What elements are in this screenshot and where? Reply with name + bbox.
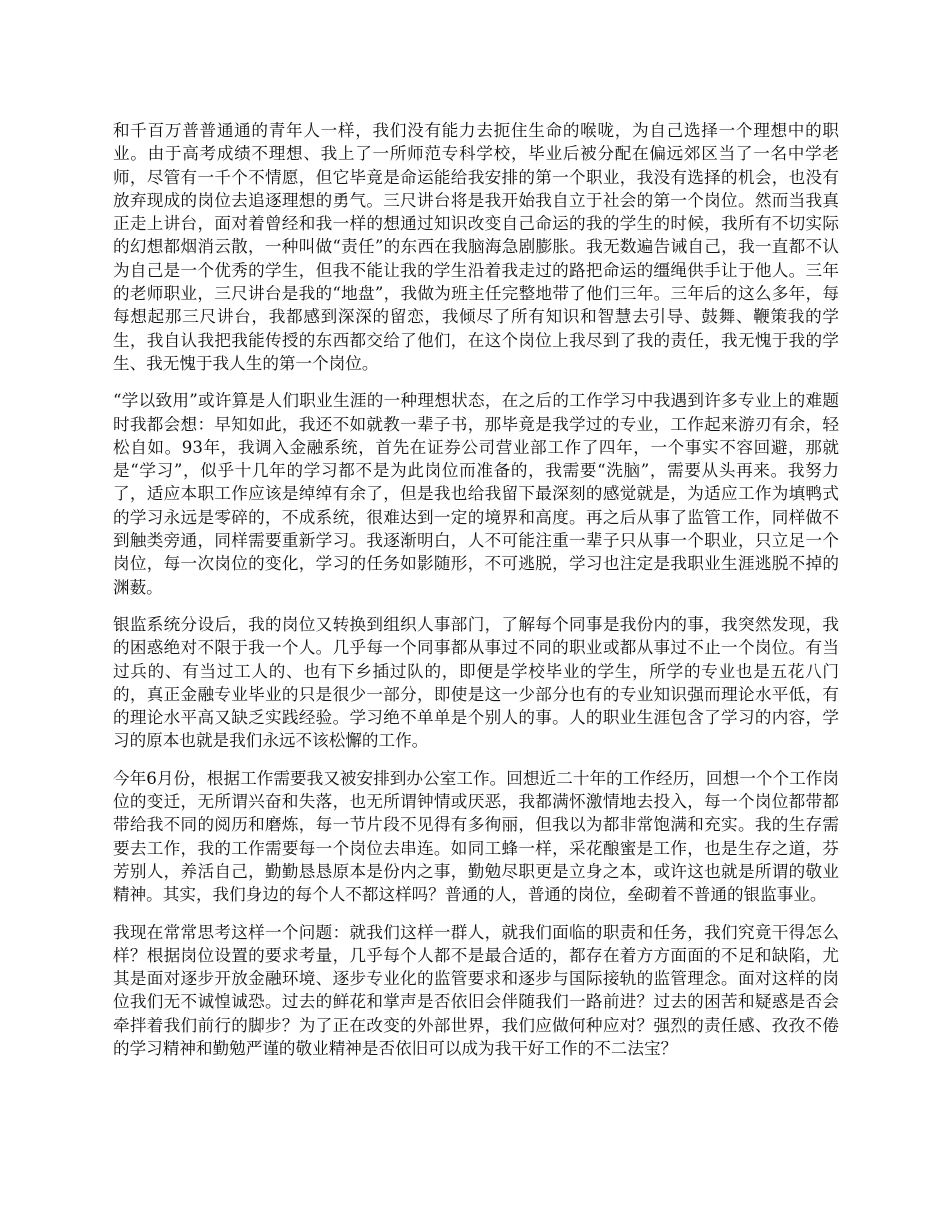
paragraph-4: 今年6月份，根据工作需要我又被安排到办公室工作。回想近二十年的工作经历，回想一个个工作岗位的变迁，无所谓兴奋和失落，也无所谓钟情或厌恶，我都满怀激情地去投入，每一个岗位都带都带给我不同的阅历和磨炼，每一节片段不见得有多徇丽，但我以为都非常饱满和充实。我的生存需要去工作，我的工作需要每一个岗位去串连。如同工蜂一样，采花酿蜜是工作，也是生存之道，芬芳别人，养活自己，勤勤恳恳原本是份内之事，勤勉尽职更是立身之本，或许这也就是所谓的敬业精神。其实，我们身边的每个人不都这样吗？普通的人，普通的岗位，垒砌着不普通的银监事业。 — [113, 768, 839, 905]
paragraph-2: “学以致用”或许算是人们职业生涯的一种理想状态，在之后的工作学习中我遇到许多专业上的难题时我都会想：早知如此，我还不如就教一辈子书，那毕竟是我学过的专业，工作起来游刃有余，轻松自如。93年，我调入金融系统，首先在证券公司营业部工作了四年，一个事实不容回避，那就是“学习”，似乎十几年的学习都不是为此岗位而准备的，我需要“洗脑”，需要从头再来。我努力了，适应本职工作应该是绰绰有余了，但是我也给我留下最深刻的感觉就是，为适应工作为填鸭式的学习永远是零碎的，不成系统，很难达到一定的境界和高度。再之后从事了监管工作，同样做不到触类旁通，同样需要重新学习。我逐渐明白，人不可能注重一辈子只从事一个职业，只立足一个岗位，每一次岗位的变化，学习的任务如影随形，不可逃脱，学习也注定是我职业生涯逃脱不掉的渊薮。 — [113, 391, 839, 597]
paragraph-3: 银监系统分设后，我的岗位又转换到组织人事部门，了解每个同事是我份内的事，我突然发现，我的困惑绝对不限于我一个人。几乎每一个同事都从事过不同的职业或都从事过不止一个岗位。有当过兵的、有当过工人的、也有下乡插过队的，即便是学校毕业的学生，所学的专业也是五花八门的，真正金融专业毕业的只是很少一部分，即使是这一少部分也有的专业知识强而理论水平低，有的理论水平高又缺乏实践经验。学习绝不单单是个别人的事。人的职业生涯包含了学习的内容，学习的原本也就是我们永远不该松懈的工作。 — [113, 614, 839, 751]
paragraph-1: 和千百万普普通通的青年人一样，我们没有能力去扼住生命的喉咙，为自己选择一个理想中的职业。由于高考成绩不理想、我上了一所师范专科学校，毕业后被分配在偏远郊区当了一名中学老师，尽管有一千个不情愿，但它毕竟是命运能给我安排的第一个职业，我没有选择的机会，也没有放弃现成的岗位去追逐理想的勇气。三尺讲台将是我开始我自立于社会的第一个岗位。然而当我真正走上讲台，面对着曾经和我一样的想通过知识改变自己命运的我的学生的时候，我所有不切实际的幻想都烟消云散，一种叫做“责任”的东西在我脑海急剧膨胀。我无数遍告诫自己，我一直都不认为自己是一个优秀的学生，但我不能让我的学生沿着我走过的路把命运的缰绳供手让于他人。三年的老师职业，三尺讲台是我的“地盘”，我做为班主任完整地带了他们三年。三年后的这么多年，每每想起那三尺讲台，我都感到深深的留恋，我倾尽了所有知识和智慧去引导、鼓舞、鞭策我的学生，我自认我把我能传授的东西都交给了他们，在这个岗位上我尽到了我的责任，我无愧于我的学生、我无愧于我人生的第一个岗位。 — [113, 121, 839, 373]
paragraph-5: 我现在常常思考这样一个问题：就我们这样一群人，就我们面临的职责和任务，我们究竟干得怎么样？根据岗位设置的要求考量，几乎每个人都不是最合适的，都存在着方方面面的不足和缺陷，尤其是面对逐步开放金融环境、逐步专业化的监管要求和逐步与国际接轨的监管理念。面对这样的岗位我们无不诚惶诚恐。过去的鲜花和掌声是否依旧会伴随我们一路前进？过去的困苦和疑惑是否会牵拌着我们前行的脚步？为了正在改变的外部世界，我们应做何种应对？强烈的责任感、孜孜不倦的学习精神和勤勉严谨的敬业精神是否依旧可以成为我干好工作的不二法宝？ — [113, 922, 839, 1058]
document-body — [113, 119, 839, 1074]
